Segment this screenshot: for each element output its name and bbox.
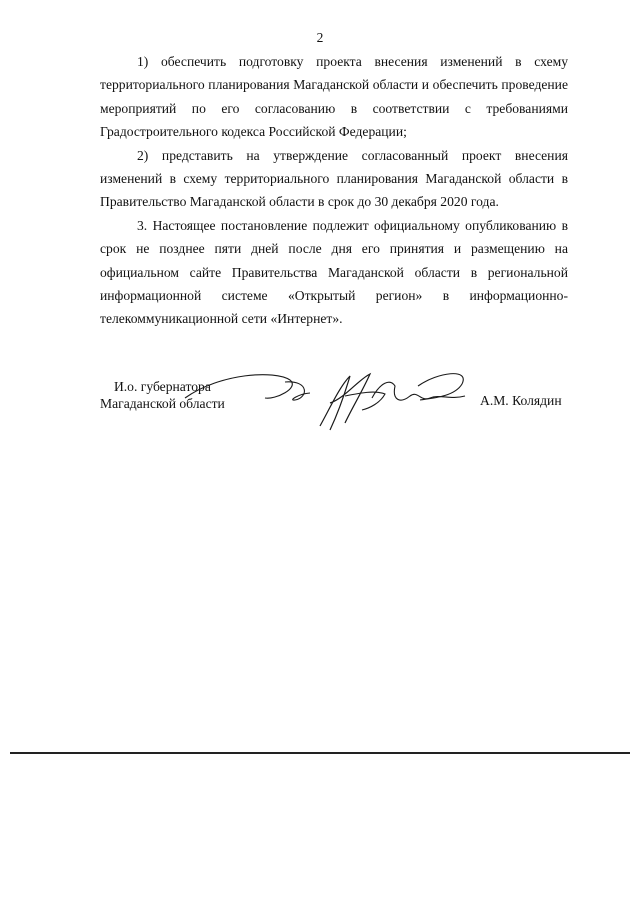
page-number: 2 [316, 30, 324, 45]
signatory-title-line2: Магаданской области [100, 396, 225, 411]
paragraph-item-2: 2) представить на утверждение согласованный проект внесения изменений в схему территориального планирования Магаданской области в Правительство Магаданской области в срок до 30 декабря 2020 года. [100, 147, 568, 210]
document-body [100, 50, 568, 331]
signatory-name: А.М. Колядин [480, 393, 562, 408]
handwritten-signature [180, 368, 480, 438]
footer-divider [10, 752, 630, 754]
paragraph-item-3: 3. Настоящее постановление подлежит официальному опубликованию в срок не позднее пяти дней после дня его принятия и размещению на официальном сайте Правительства Магаданской области в региональной информационной системе «Открытый регион» в информационно-телекоммуникационной сети «Интернет». [100, 217, 568, 327]
signature-block [0, 378, 640, 438]
paragraph-item-1: 1) обеспечить подготовку проекта внесения изменений в схему территориального планирования Магаданской области и обеспечить проведение мероприятий по его согласованию в соответствии с требованиями Градостроительного кодекса Российской Федерации; [100, 54, 568, 140]
signatory-title-line1: И.о. губернатора [113, 379, 211, 394]
